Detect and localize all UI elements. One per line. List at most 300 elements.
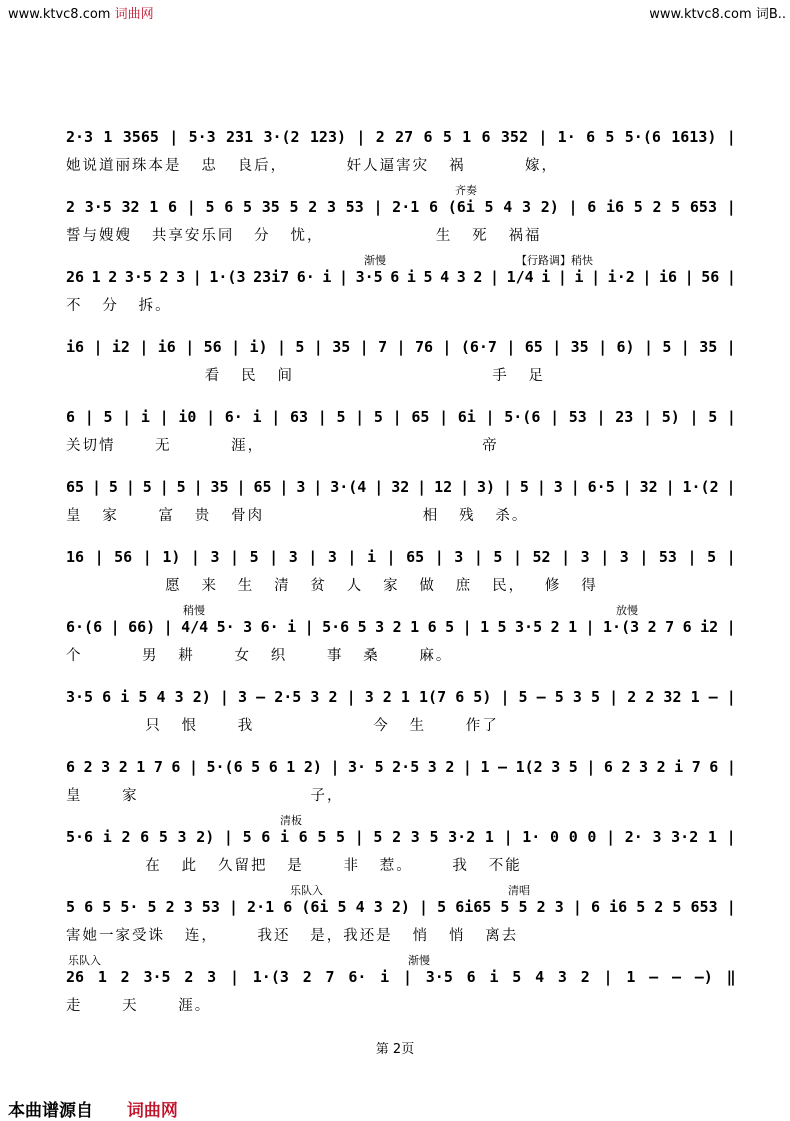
note: 1 [149,198,159,216]
note: 2·1 [392,198,420,216]
note: 3 [207,968,217,986]
note: 65 [411,408,430,426]
tempo-mark: 齐奏 [455,184,477,197]
note: 26 [66,968,85,986]
note: 0 [550,828,560,846]
barline: | [622,478,632,496]
note: 1 [480,758,490,776]
tempo-marks [0,392,790,408]
barline: | [229,968,239,986]
note: 35 [699,338,718,356]
note: 2 [302,968,312,986]
tempo-marks [0,602,790,618]
note: 5) [473,688,492,706]
note: 2 [108,268,118,286]
barline: | [642,268,652,286]
note: 5·6 [66,828,94,846]
note: 2 [645,688,655,706]
barline: | [223,828,233,846]
note: 2) [303,758,322,776]
note: 3 [456,268,466,286]
barline: | [598,338,608,356]
notation-line [66,828,736,846]
barline: | [94,548,104,566]
note: 3 [174,688,184,706]
note: 123) [309,128,347,146]
note: 16 [66,548,85,566]
note: 6 [171,758,181,776]
barline: | [139,338,149,356]
note: 2 [445,758,455,776]
note: 5 [497,618,507,636]
lyric-line: 个 男 耕 女 织 事 桑 麻。 [66,648,453,664]
note: 5 [103,408,113,426]
note: 6 [603,758,613,776]
note: 3565 [122,128,159,146]
barline: | [276,338,286,356]
lyric-line: 誓与嫂嫂 共享安乐同 分 忧， 生 死 祸福 [66,228,542,244]
barline: | [374,478,384,496]
note: 1/4 [506,268,534,286]
note: 5 [336,408,346,426]
note: (6i [301,898,329,916]
note: 6 [66,758,76,776]
note: 2 [159,268,169,286]
note: 2 [621,758,631,776]
note: i2 [700,618,719,636]
note: 6 [102,688,112,706]
header-left-url[interactable]: www.ktvc8.com [8,7,111,22]
note: 6 [427,618,437,636]
barline: | [219,688,229,706]
note: 2 [627,688,637,706]
note: 56 [114,548,133,566]
note: 3 [580,548,590,566]
note: 2 [656,758,666,776]
note: 5 [205,198,215,216]
note: 2 [550,618,560,636]
note: 3·(4 [330,478,367,496]
note: 3 [177,828,187,846]
note: 0 [568,828,578,846]
barline: | [726,198,736,216]
note: 231 [226,128,254,146]
barline: | [230,548,240,566]
note: i6 [658,268,678,286]
note: 65 [66,478,85,496]
note: 5 [289,198,299,216]
barline: | [188,758,198,776]
note: 5 [445,618,455,636]
note: 1613) [671,128,717,146]
barline: | [591,268,601,286]
note: 5·(6 [504,408,541,426]
note: 3 [551,758,561,776]
note: 35 [261,198,280,216]
tempo-mark: 清唱 [508,884,530,897]
note: 3 [557,968,567,986]
barline: | [386,548,396,566]
note: 6 [84,898,94,916]
barline: | [279,478,289,496]
footer-site-name[interactable]: 词曲网 [126,1101,178,1121]
note: 2 [392,828,402,846]
barline: | [586,758,596,776]
score-row [0,532,790,600]
note: 2 [120,968,130,986]
note: 3·2 [448,828,476,846]
note: 5 [423,268,433,286]
note: 3 [410,828,420,846]
note: 6 [587,198,597,216]
note: 1 [97,968,107,986]
barline: | [110,618,120,636]
note: 5 [636,898,646,916]
score-row [0,182,790,250]
note: – [708,688,718,706]
note: 5 [633,198,643,216]
barline: | [568,198,578,216]
note: i [140,408,150,426]
note: – [498,758,508,776]
note: i [287,618,297,636]
note: 5 [554,688,564,706]
barline: | [460,478,470,496]
lyric-line: 她说道丽珠本是 忠 良后， 奸人逼害灾 祸 嫁， [66,158,558,174]
note: 5 [374,758,384,776]
note: 3 [288,548,298,566]
barline: | [606,828,616,846]
note: 6 [466,968,476,986]
notation-line [66,198,736,216]
note: 76 [414,338,433,356]
barline: | [552,338,562,356]
barline: | [684,268,694,286]
barline: | [346,688,356,706]
note: 2 [66,198,76,216]
barline: | [680,338,690,356]
barline: | [169,128,179,146]
tempo-marks [0,252,790,268]
barline: | [572,898,582,916]
barline: | [503,828,513,846]
note: 3 [243,618,253,636]
note: 3 [210,548,220,566]
note: 5 [295,338,305,356]
note: 5· [120,898,139,916]
barline: | [726,688,736,706]
barline: | [570,478,580,496]
note: 5 [242,828,252,846]
note: 5 [568,758,578,776]
barline: | [726,618,736,636]
note: 6 [390,268,400,286]
note: 2 [121,828,131,846]
lyric-line: 看 民 间 手 足 [66,368,546,384]
note: 6 [66,408,76,426]
note: 5 [429,828,439,846]
note: 5 [437,898,447,916]
notation-line [66,338,736,356]
note: 1 [707,828,717,846]
note: 5 [605,128,615,146]
note: 5 [708,408,718,426]
barline: | [228,898,238,916]
note: 2·1 [247,898,275,916]
note: 352 [500,128,528,146]
note: 5 [373,828,383,846]
note: 6·(6 [66,618,103,636]
note: 53 [568,408,587,426]
note: 56 [701,268,720,286]
note: 4 [355,898,365,916]
note: i6 [157,338,176,356]
note: 1 [136,758,146,776]
note: 3 [176,268,186,286]
footer-source [8,1096,178,1121]
tempo-mark: 稍慢 [183,604,205,617]
lyric-line: 皇 家 富 贵 骨肉 相 残 杀。 [66,508,529,524]
note: 4 [535,968,545,986]
note: 3 [364,688,374,706]
note: 5 [590,688,601,706]
lyric-line: 只 恨 我 今 生 作了 [66,718,499,734]
note: i6 [609,898,628,916]
header-left [8,3,154,22]
note: 2 [580,968,590,986]
note: 5 [484,198,494,216]
note: 5·3 [188,128,216,146]
note: 2·5 [274,688,302,706]
barline: | [726,128,736,146]
note: 2· [624,828,643,846]
note: 3 [183,898,193,916]
barline: | [439,408,449,426]
note: 12 [434,478,453,496]
note: 5 [519,478,529,496]
note: 5·6 [322,618,350,636]
note: 35 [210,478,229,496]
note: 2) [540,198,559,216]
header-left-site-name[interactable]: 词曲网 [114,7,154,22]
note: 2 [308,198,318,216]
tempo-marks [0,672,790,688]
note: 6· [224,408,243,426]
barline: | [512,548,522,566]
notation-line [66,898,736,916]
note: 5 [512,968,522,986]
note: 1 [410,618,420,636]
note: 5) [661,408,680,426]
note: 3·5 [425,968,453,986]
barline: | [726,898,736,916]
note: 1· [522,828,541,846]
note: – [671,968,681,986]
note: 5 [442,128,452,146]
notation-line [66,618,736,636]
barline: | [317,408,327,426]
note: 6 [168,198,178,216]
score-row [0,882,790,950]
note: i [406,268,416,286]
note: i [120,688,130,706]
tempo-marks [0,882,790,898]
note: 5 [672,898,682,916]
note: 6 [423,128,433,146]
note: – [649,968,659,986]
note: 3· [348,758,367,776]
footer-source-label: 本曲谱源自 [8,1101,93,1121]
header-right [649,3,786,22]
tempo-marks [0,812,790,828]
barline: | [689,408,699,426]
note: 5·(6 [624,128,661,146]
barline: | [125,478,135,496]
barline: | [538,128,548,146]
score-row [0,392,790,460]
note: 32 [391,478,410,496]
note: 52 [532,548,551,566]
note: 4 [503,198,513,216]
note: 6 [709,758,719,776]
tempo-mark: 清板 [280,814,302,827]
barline: | [269,548,279,566]
barline: | [354,828,364,846]
note: 5 [518,688,528,706]
note: 65 [253,478,272,496]
barline: | [585,618,595,636]
note: i [322,268,332,286]
barline: | [726,478,736,496]
note: i [366,548,376,566]
note: 35 [332,338,351,356]
note: 7 [665,618,675,636]
note: i6 [66,338,85,356]
tempo-mark: 渐慢 [364,254,386,267]
barline: | [561,548,571,566]
header-right-site-name[interactable]: 词B.. [755,7,786,22]
note: i [252,408,262,426]
barline: | [193,478,203,496]
note: 3 [554,898,564,916]
note: –) [694,968,713,986]
score-row [0,252,790,320]
barline: | [665,478,675,496]
notation-line [66,478,736,496]
note: 3·5 [124,268,152,286]
note: i [674,758,684,776]
note: 5 [142,478,152,496]
note: 6 [268,758,278,776]
barline: | [603,968,613,986]
note: 66) [128,618,156,636]
note: 3 [375,618,385,636]
note: 3·(2 [263,128,300,146]
note: 3 [639,758,649,776]
barline: | [726,408,736,426]
note: 6· [260,618,279,636]
note: 5 [66,898,76,916]
note: 5 [147,898,157,916]
note: i6 [605,198,624,216]
tempo-mark: 乐队入 [68,954,101,967]
note: 6) [616,338,635,356]
header-right-url[interactable]: www.ktvc8.com [649,7,752,22]
note: 5 [108,478,118,496]
note: 3 [427,758,437,776]
note: 5 [357,618,367,636]
note: 1 [286,758,296,776]
note: 5 [102,898,112,916]
barline: | [142,548,152,566]
lyric-line: 走 天 涯。 [66,998,212,1014]
note: 5 [373,408,383,426]
note: 1 [690,688,700,706]
note: 3 [572,688,582,706]
barline: | [536,478,546,496]
note: 6 [682,618,692,636]
tempo-marks [0,952,790,968]
note: 1·(3 [252,968,289,986]
score-row [0,742,790,810]
note: 6· [296,268,315,286]
barline: | [639,548,649,566]
note: 3 [310,688,320,706]
note: 3·5 [84,198,112,216]
note: i [380,968,390,986]
note: 3 [373,898,383,916]
barline: | [271,408,281,426]
note: 1 [103,128,113,146]
note: 2 [328,688,338,706]
barline: | [550,408,560,426]
note: 6 [586,128,596,146]
tempo-mark: 【行路调】稍快 [516,254,593,267]
notation-line [66,548,736,566]
note: 35 [570,338,589,356]
note: i2 [111,338,130,356]
note: 2) [391,898,410,916]
note: 1 [626,968,636,986]
note: 7 [378,338,388,356]
note: 2 [184,968,194,986]
note: 2 [392,618,402,636]
score-row [0,672,790,740]
note: 7 [325,968,335,986]
note: 653 [690,898,718,916]
tempo-marks [0,322,790,338]
note: i [102,828,112,846]
barline: | [557,268,567,286]
note: 3·5 [143,968,171,986]
barline: | [418,898,428,916]
barline: | [347,548,357,566]
barline: | [726,548,736,566]
barline: | [236,478,246,496]
note: 3) [477,478,496,496]
note: i [489,968,499,986]
note: 65 [524,338,543,356]
note: 6·5 [587,478,615,496]
notation-line [66,758,736,776]
note: 5 [317,828,327,846]
note: 5 [158,828,168,846]
note: 2) [192,688,211,706]
note: 3 [652,828,662,846]
barline: | [609,688,619,706]
note: 1·(2 [682,478,719,496]
note: 5 [337,898,347,916]
